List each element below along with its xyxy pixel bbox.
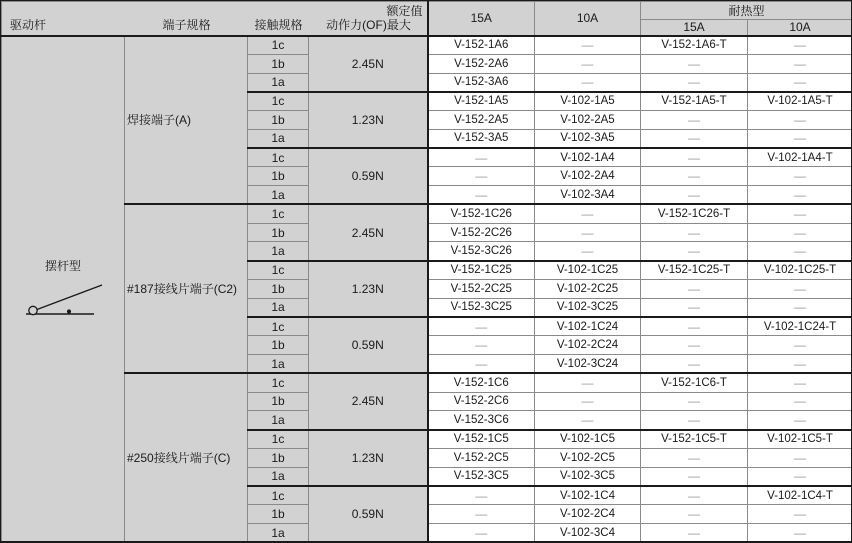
contact-form-cell: 1b xyxy=(248,223,309,242)
model-cell: V-102-3A4 xyxy=(535,186,641,205)
model-cell: V-152-2C6 xyxy=(428,392,535,411)
model-cell: — xyxy=(641,54,748,73)
contact-form-cell: 1a xyxy=(248,523,309,542)
model-cell: — xyxy=(641,411,748,430)
lever-type-label: 摆杆型 xyxy=(44,259,81,274)
model-cell: — xyxy=(748,223,852,242)
model-cell: V-102-2C24 xyxy=(535,336,641,355)
contact-form-cell: 1c xyxy=(248,486,309,505)
model-cell: — xyxy=(428,336,535,355)
header-heat-10a: 10A xyxy=(748,20,852,36)
model-cell: — xyxy=(641,486,748,505)
model-cell: V-152-1C26 xyxy=(428,204,535,223)
header-operating-force: 动作力(OF)最大 xyxy=(326,17,411,32)
contact-form-cell: 1a xyxy=(248,355,309,374)
operating-force-cell: 2.45N xyxy=(309,36,428,92)
operating-force-cell: 2.45N xyxy=(309,373,428,429)
header-10a: 10A xyxy=(535,2,641,36)
model-cell: V-152-1A6 xyxy=(428,36,535,55)
model-cell: V-152-1A6-T xyxy=(641,36,748,55)
model-cell: — xyxy=(535,36,641,55)
lever-type xyxy=(2,257,124,320)
model-cell: — xyxy=(641,448,748,467)
model-cell: V-102-1C4 xyxy=(535,486,641,505)
operating-force-cell: 0.59N xyxy=(309,317,428,373)
contact-form-cell: 1a xyxy=(248,242,309,261)
model-cell: — xyxy=(748,73,852,92)
model-cell: — xyxy=(748,505,852,524)
terminal-type-cell: #187接线片端子(C2) xyxy=(125,204,248,373)
hinge-lever-icon xyxy=(21,278,106,320)
model-cell: V-102-3C4 xyxy=(535,523,641,542)
model-cell: — xyxy=(641,186,748,205)
model-cell: V-102-3C24 xyxy=(535,355,641,374)
model-cell: V-102-1C4-T xyxy=(748,486,852,505)
header-rating-label: 额定值 xyxy=(386,4,423,18)
model-cell: — xyxy=(535,373,641,392)
model-cell: — xyxy=(535,411,641,430)
model-cell: — xyxy=(641,467,748,486)
table-row xyxy=(2,373,852,392)
model-cell: V-152-3C26 xyxy=(428,242,535,261)
contact-form-cell: 1c xyxy=(248,317,309,336)
model-cell: V-152-3C5 xyxy=(428,467,535,486)
header-contact-spec: 接触规格 xyxy=(254,17,303,32)
model-cell: — xyxy=(428,523,535,542)
model-cell: V-152-1C6-T xyxy=(641,373,748,392)
header-heat-resistant: 耐热型 xyxy=(641,2,852,20)
model-cell: V-152-1C6 xyxy=(428,373,535,392)
model-cell: V-102-1A4 xyxy=(535,148,641,167)
model-cell: — xyxy=(641,73,748,92)
contact-form-cell: 1c xyxy=(248,430,309,449)
model-cell: — xyxy=(748,411,852,430)
contact-form-cell: 1b xyxy=(248,279,309,298)
spec-table xyxy=(1,1,852,543)
model-cell: — xyxy=(428,486,535,505)
model-cell: V-152-3A6 xyxy=(428,73,535,92)
terminal-type-cell: 焊接端子(A) xyxy=(125,36,248,205)
model-cell: V-152-3A5 xyxy=(428,129,535,148)
model-cell: V-102-3A5 xyxy=(535,129,641,148)
model-cell: V-152-2A6 xyxy=(428,54,535,73)
table-row xyxy=(2,36,852,55)
model-cell: — xyxy=(748,355,852,374)
model-cell: V-152-2A5 xyxy=(428,111,535,130)
contact-form-cell: 1a xyxy=(248,73,309,92)
contact-form-cell: 1b xyxy=(248,54,309,73)
model-cell: V-102-3C25 xyxy=(535,298,641,317)
model-cell: — xyxy=(748,242,852,261)
model-cell: — xyxy=(428,317,535,336)
model-cell: V-152-2C26 xyxy=(428,223,535,242)
operating-force-cell: 1.23N xyxy=(309,430,428,486)
contact-form-cell: 1a xyxy=(248,129,309,148)
model-cell: — xyxy=(641,111,748,130)
model-cell: — xyxy=(428,167,535,186)
model-cell: — xyxy=(748,129,852,148)
model-cell: V-102-1A4-T xyxy=(748,148,852,167)
model-cell: V-102-2A4 xyxy=(535,167,641,186)
terminal-type-cell: #250接线片端子(C) xyxy=(125,373,248,542)
drive-lever-cell xyxy=(2,36,125,543)
header-terminal-spec: 端子规格 xyxy=(162,17,211,32)
model-cell: — xyxy=(748,448,852,467)
model-cell: — xyxy=(748,186,852,205)
contact-form-cell: 1c xyxy=(248,373,309,392)
contact-form-cell: 1c xyxy=(248,204,309,223)
model-cell: — xyxy=(641,167,748,186)
model-cell: V-152-1A5-T xyxy=(641,92,748,111)
model-cell: — xyxy=(641,317,748,336)
model-cell: V-152-3C25 xyxy=(428,298,535,317)
model-cell: V-152-1C25 xyxy=(428,261,535,280)
model-cell: V-102-1C5 xyxy=(535,430,641,449)
contact-form-cell: 1c xyxy=(248,92,309,111)
contact-form-cell: 1a xyxy=(248,298,309,317)
model-cell: — xyxy=(748,54,852,73)
model-cell: V-102-3C5 xyxy=(535,467,641,486)
model-cell: — xyxy=(535,54,641,73)
model-cell: — xyxy=(641,242,748,261)
model-cell: V-102-1C25 xyxy=(535,261,641,280)
contact-form-cell: 1b xyxy=(248,448,309,467)
contact-form-cell: 1b xyxy=(248,111,309,130)
model-cell: — xyxy=(748,467,852,486)
model-cell: — xyxy=(641,392,748,411)
model-cell: — xyxy=(748,36,852,55)
operating-force-cell: 0.59N xyxy=(309,486,428,542)
model-cell: V-152-1A5 xyxy=(428,92,535,111)
model-cell: — xyxy=(748,204,852,223)
model-cell: — xyxy=(535,223,641,242)
model-cell: — xyxy=(535,204,641,223)
table-row xyxy=(2,204,852,223)
contact-form-cell: 1a xyxy=(248,467,309,486)
contact-form-cell: 1a xyxy=(248,411,309,430)
model-cell: V-152-1C26-T xyxy=(641,204,748,223)
model-cell: V-102-2C25 xyxy=(535,279,641,298)
model-cell: V-102-1A5-T xyxy=(748,92,852,111)
contact-form-cell: 1b xyxy=(248,336,309,355)
model-cell: — xyxy=(641,523,748,542)
model-cell: V-152-1C25-T xyxy=(641,261,748,280)
model-cell: — xyxy=(748,373,852,392)
header-drive-lever: 驱动杆 xyxy=(10,17,47,32)
header-15a: 15A xyxy=(428,2,535,36)
model-cell: V-152-2C25 xyxy=(428,279,535,298)
model-cell: — xyxy=(428,505,535,524)
model-cell: V-102-1C5-T xyxy=(748,430,852,449)
header-left-merged-cell xyxy=(2,2,428,36)
model-cell: V-152-1C5-T xyxy=(641,430,748,449)
model-cell: V-152-2C5 xyxy=(428,448,535,467)
operating-force-cell: 1.23N xyxy=(309,261,428,317)
contact-form-cell: 1b xyxy=(248,392,309,411)
model-cell: — xyxy=(748,392,852,411)
model-cell: — xyxy=(748,523,852,542)
model-cell: — xyxy=(535,242,641,261)
model-cell: — xyxy=(748,279,852,298)
model-cell: — xyxy=(748,336,852,355)
model-cell: V-152-1C5 xyxy=(428,430,535,449)
model-cell: — xyxy=(641,505,748,524)
operating-force-cell: 2.45N xyxy=(309,204,428,260)
model-cell: — xyxy=(641,223,748,242)
operating-force-cell: 0.59N xyxy=(309,148,428,204)
model-cell: — xyxy=(748,111,852,130)
model-cell: — xyxy=(535,73,641,92)
model-cell: V-102-2C4 xyxy=(535,505,641,524)
model-cell: — xyxy=(748,298,852,317)
contact-form-cell: 1b xyxy=(248,167,309,186)
model-cell: — xyxy=(748,167,852,186)
model-cell: — xyxy=(641,355,748,374)
model-cell: — xyxy=(641,279,748,298)
model-cell: V-102-2C5 xyxy=(535,448,641,467)
model-cell: V-102-1A5 xyxy=(535,92,641,111)
table-header-row-1 xyxy=(2,2,852,20)
model-cell: — xyxy=(428,186,535,205)
model-cell: — xyxy=(641,298,748,317)
contact-form-cell: 1c xyxy=(248,148,309,167)
model-cell: — xyxy=(641,129,748,148)
contact-form-cell: 1c xyxy=(248,36,309,55)
model-cell: V-102-1C24-T xyxy=(748,317,852,336)
model-cell: — xyxy=(535,392,641,411)
model-cell: — xyxy=(428,148,535,167)
model-cell: — xyxy=(641,148,748,167)
operating-force-cell: 1.23N xyxy=(309,92,428,148)
model-cell: V-102-2A5 xyxy=(535,111,641,130)
model-cell: — xyxy=(641,336,748,355)
contact-form-cell: 1b xyxy=(248,505,309,524)
contact-form-cell: 1a xyxy=(248,186,309,205)
contact-form-cell: 1c xyxy=(248,261,309,280)
header-heat-15a: 15A xyxy=(641,20,748,36)
model-cell: V-102-1C25-T xyxy=(748,261,852,280)
model-cell: — xyxy=(428,355,535,374)
model-cell: V-102-1C24 xyxy=(535,317,641,336)
model-cell: V-152-3C6 xyxy=(428,411,535,430)
